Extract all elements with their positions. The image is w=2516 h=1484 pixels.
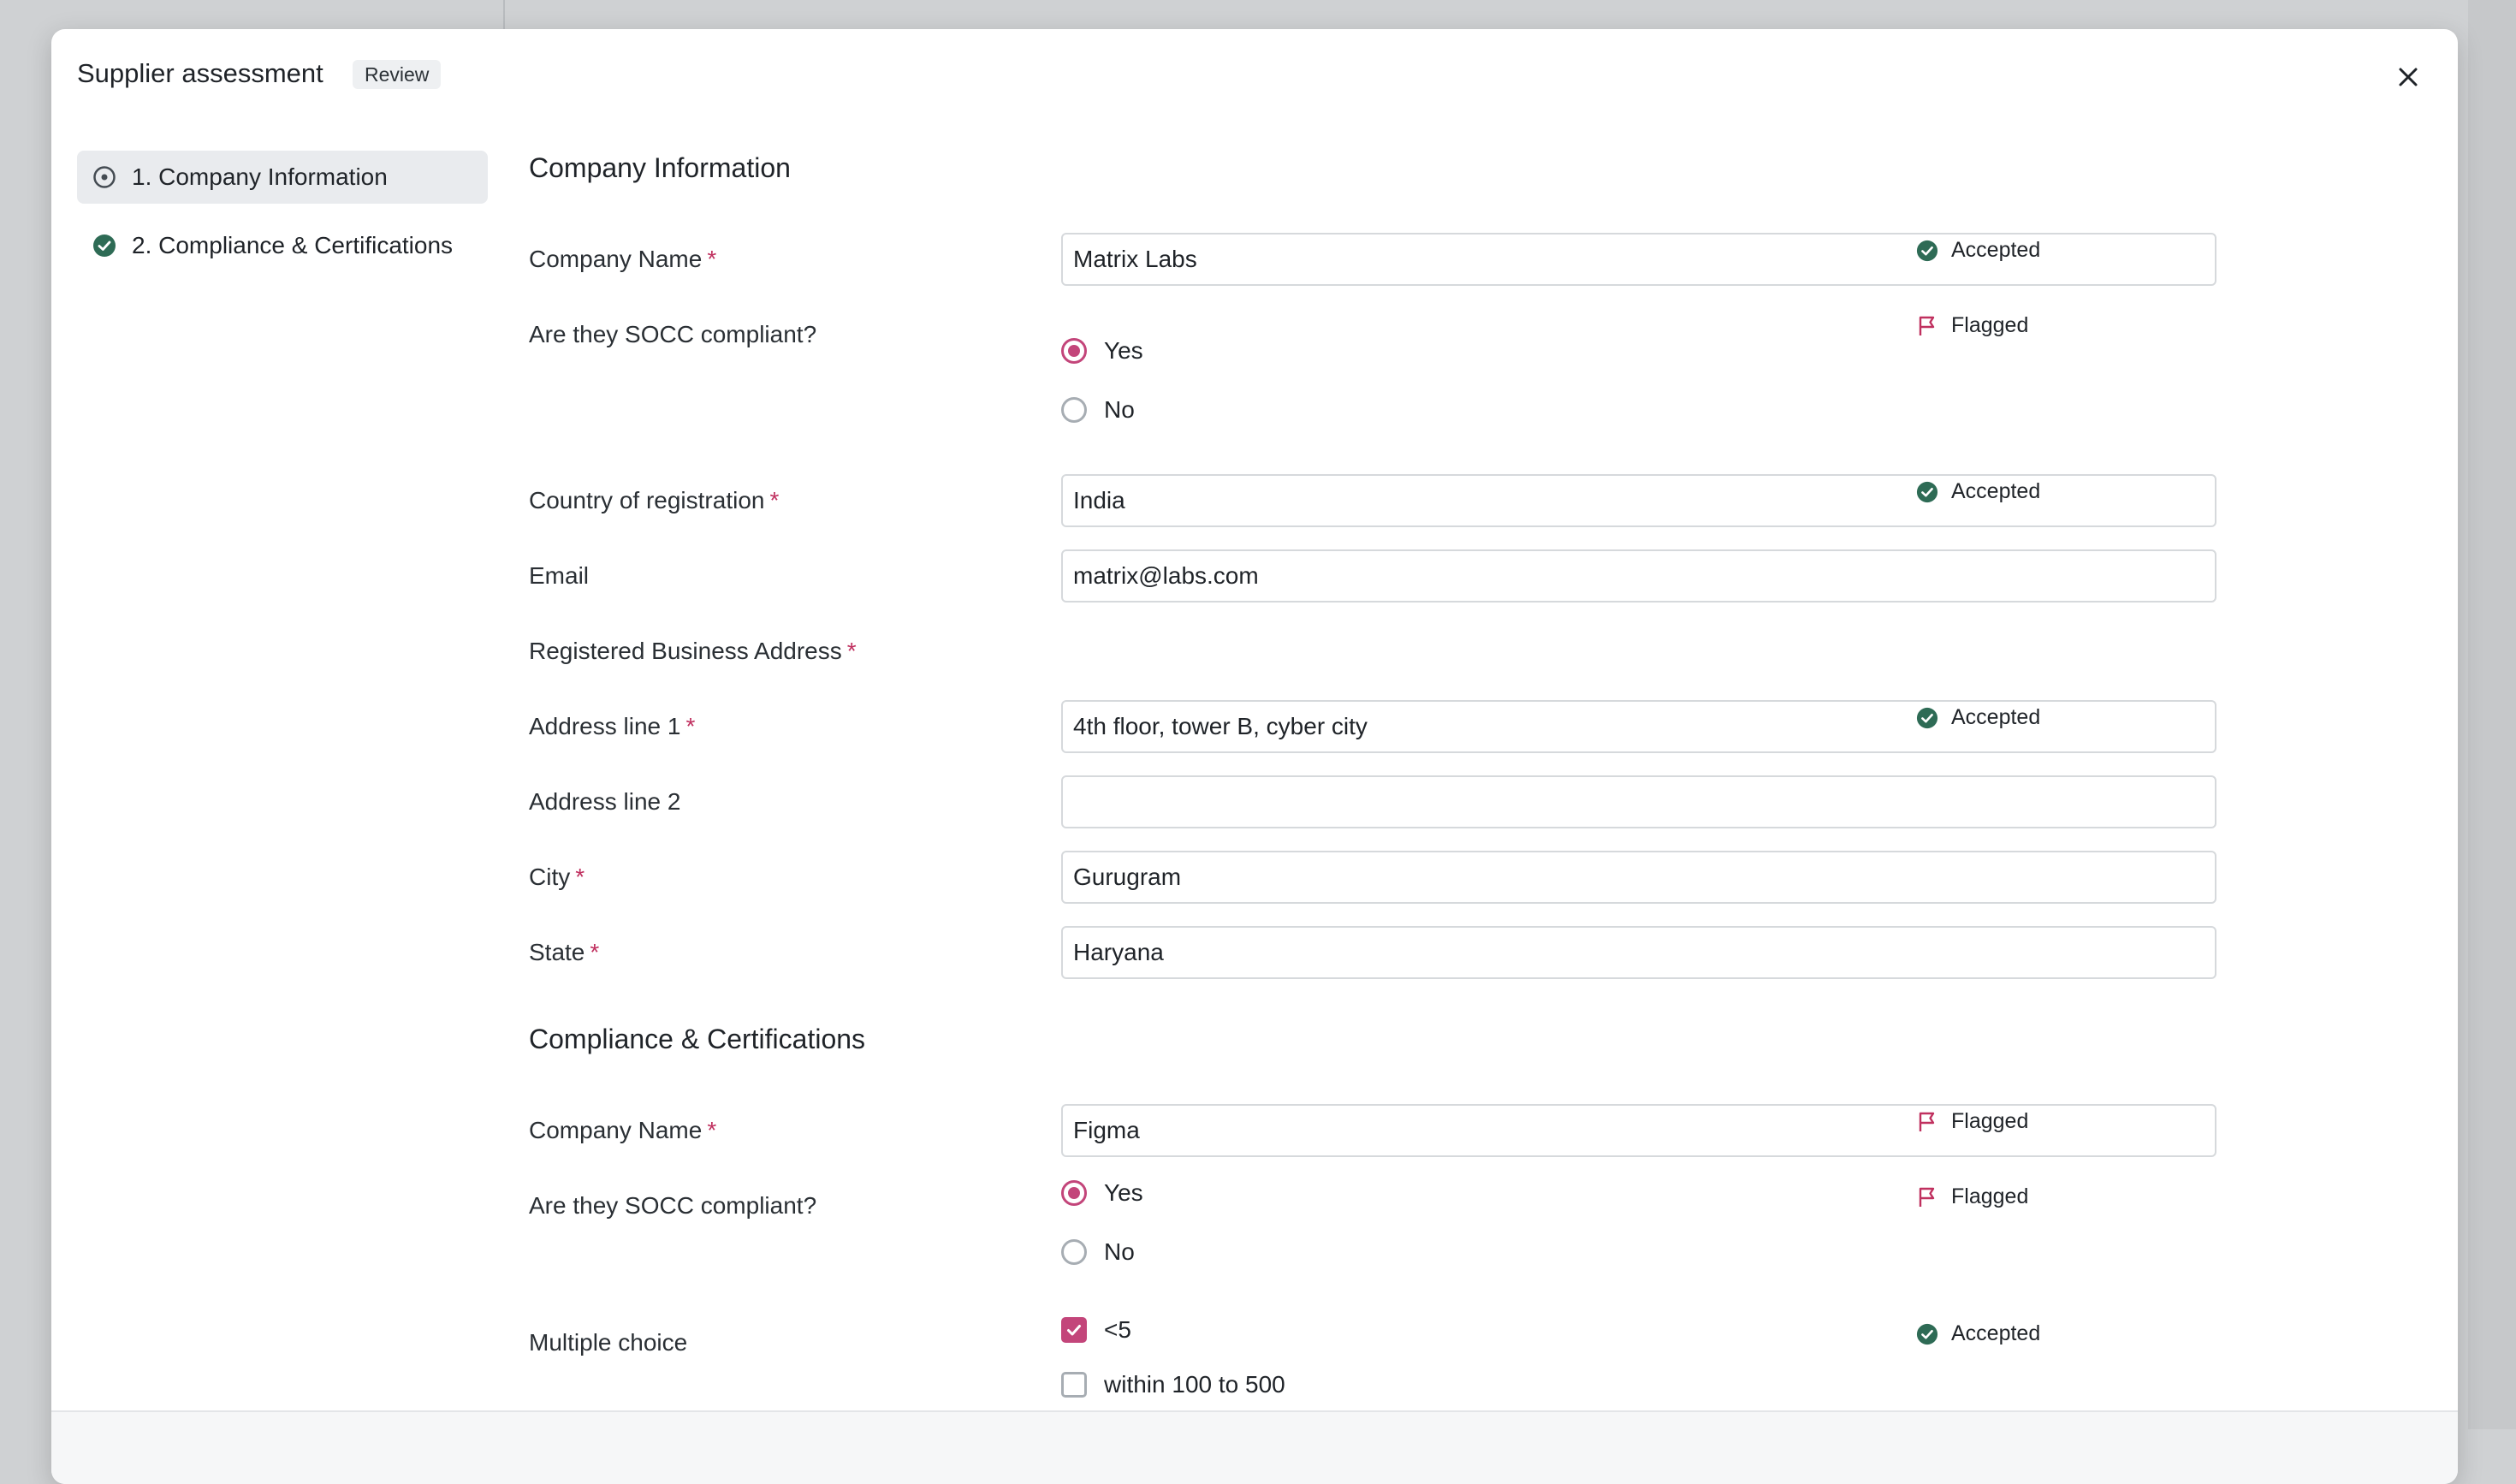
registered-address-label: Registered Business Address * [529,638,857,664]
accepted-status: Accepted [1915,479,2040,504]
email-label: Email [529,562,590,589]
flagged-status: Flagged [1915,1109,2028,1134]
check-circle-icon [1915,239,1939,263]
country-label: Country of registration * [529,487,780,513]
modal-footer [51,1412,2458,1484]
address-line-1-field[interactable]: 4th floor, tower B, cyber city [1061,700,2216,753]
checkbox-checked [1061,1317,1087,1343]
address-line-1-label: Address line 1 * [529,713,696,739]
radio-selected [1061,1180,1087,1206]
modal-title: Supplier assessment [77,58,323,88]
accepted-status: Accepted [1915,1321,2040,1346]
state-label: State * [529,939,600,965]
steps-sidebar [77,151,488,288]
checkmark-icon [1065,1321,1083,1339]
check-circle-icon [92,234,116,258]
radio-unselected [1061,397,1087,423]
socc-yes-radio[interactable]: Yes [1061,337,1143,365]
section-title-company-information: Company Information [529,152,791,183]
radio-selected [1061,338,1087,364]
check-circle-icon [1915,480,1939,504]
city-field[interactable]: Gurugram [1061,851,2216,904]
compliance-company-name-label: Company Name * [529,1117,717,1143]
form-content [529,29,2458,1484]
flag-icon [1915,314,1939,338]
flag-icon [1915,1110,1939,1134]
radio-unselected [1061,1239,1087,1265]
step-label: 1. Company Information [132,163,388,190]
compliance-socc-yes-radio[interactable]: Yes [1061,1179,1143,1207]
step-label: 2. Compliance & Certifications [132,232,454,258]
city-label: City * [529,864,585,890]
address-line-2-label: Address line 2 [529,788,681,815]
flagged-status: Flagged [1915,313,2028,338]
company-name-field[interactable]: Matrix Labs [1061,233,2216,286]
accepted-status: Accepted [1915,238,2040,263]
step-company-information[interactable] [77,151,488,204]
choice-100-to-500-checkbox[interactable]: within 100 to 500 [1061,1371,1285,1398]
choice-less-than-5-checkbox[interactable]: <5 [1061,1316,1131,1344]
country-field[interactable]: India [1061,474,2216,527]
multiple-choice-label: Multiple choice [529,1329,688,1356]
accepted-status: Accepted [1915,705,2040,730]
backdrop-scroll-area [2468,0,2516,1429]
flag-icon [1915,1185,1939,1209]
company-name-label: Company Name * [529,246,717,272]
state-field[interactable]: Haryana [1061,926,2216,979]
check-circle-icon [1915,706,1939,730]
email-field[interactable]: matrix@labs.com [1061,549,2216,603]
supplier-assessment-modal [51,29,2458,1484]
flagged-status: Flagged [1915,1184,2028,1209]
review-status-badge: Review [353,60,441,89]
address-line-2-field[interactable] [1061,775,2216,828]
section-title-compliance: Compliance & Certifications [529,1024,866,1054]
compliance-socc-no-radio[interactable]: No [1061,1238,1135,1266]
compliance-socc-label: Are they SOCC compliant? [529,1192,817,1219]
socc-no-radio[interactable]: No [1061,396,1135,424]
step-compliance-certifications[interactable] [77,219,488,272]
current-step-icon [92,165,116,189]
checkbox-unchecked [1061,1372,1087,1398]
socc-compliant-label: Are they SOCC compliant? [529,321,817,347]
check-circle-icon [1915,1322,1939,1346]
compliance-company-name-field[interactable]: Figma [1061,1104,2216,1157]
